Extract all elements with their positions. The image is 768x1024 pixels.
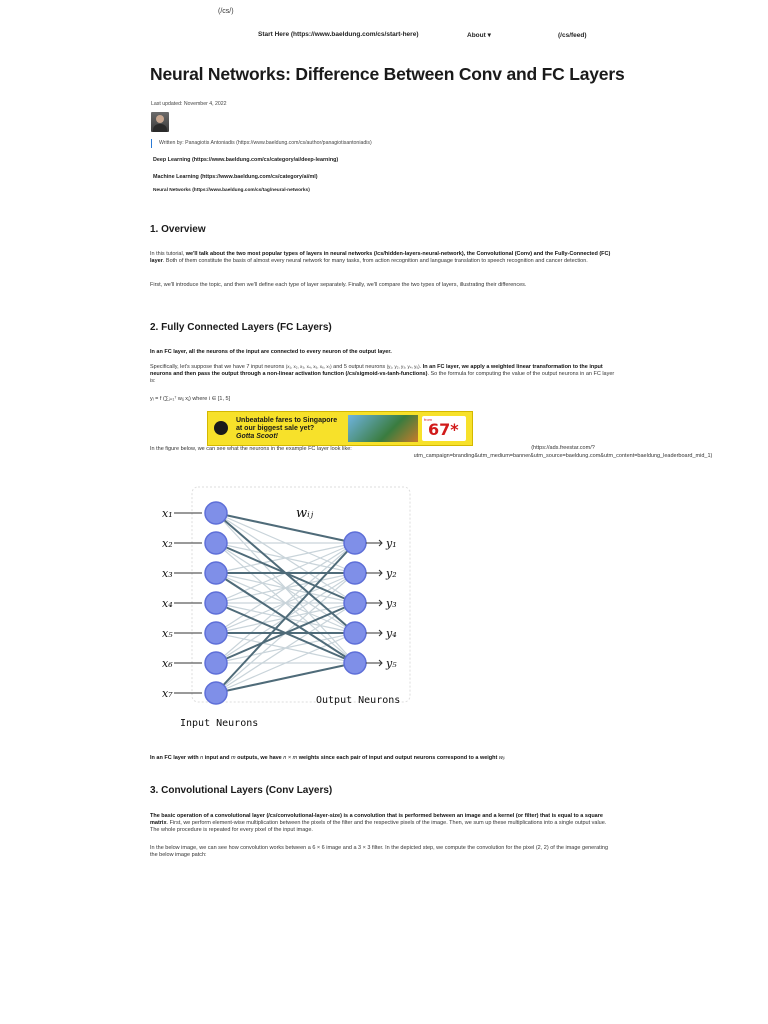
fc-formula: yᵢ = f (∑ⱼ₌₁⁷ wᵢⱼ xⱼ) where i ∈ [1, 5] [150, 396, 231, 402]
connection-line [216, 603, 355, 693]
author-accent-bar [151, 139, 152, 148]
category-machine-learning[interactable]: Machine Learning (https://www.baeldung.com/cs/category/ai/ml) [153, 174, 318, 180]
figure-intro: In the figure below, we can see what the neurons in the example FC layer look like: [150, 446, 352, 452]
overview-heading: 1. Overview [150, 224, 206, 235]
input-label: x₇ [162, 687, 173, 700]
output-neurons-label: Output Neurons [316, 695, 401, 706]
overview-paragraph-2: First, we'll introduce the topic, and then we'll define each type of layer separately. Finally, we'll compare the two types of layers, illustrating their differences. [150, 282, 527, 288]
output-neuron [344, 592, 366, 614]
input-label: x₆ [162, 657, 173, 670]
fc-layer-figure [150, 481, 412, 739]
input-neuron [205, 592, 227, 614]
connection-line [216, 513, 355, 543]
ad-logo-icon [214, 421, 228, 435]
conv-paragraph-1: The basic operation of a convolutional layer (/cs/convolutional-layer-size) is a convolution that is performed between an image and a kernel (or filter) that is equal to a square matrix. First, we perform element-wise multiplication between the pixels of the filter and the respective pixels of the image. Then, we sum up these multiplications into a single output value. The whole procedure is repeated for every pixel of the input image. [150, 813, 607, 834]
fc-activation-link[interactable]: In an FC layer, we apply a weighted linear transformation to the input neurons and then pass the output through a non-linear activation function (/cs/sigmoid-vs-tanh-functions) [150, 364, 603, 378]
ad-text: Unbeatable fares to Singapore at our biggest sale yet? Gotta Scoot! [236, 417, 338, 440]
ad-banner[interactable] [207, 411, 473, 446]
weight-label: wᵢⱼ [296, 506, 314, 521]
ad-price: from 67* [422, 416, 466, 441]
conv-heading: 3. Convolutional Layers (Conv Layers) [150, 785, 333, 796]
input-neuron [205, 532, 227, 554]
input-label: x₁ [162, 507, 173, 520]
page-title: Neural Networks: Difference Between Conv and FC Layers [150, 64, 625, 84]
input-neuron [205, 652, 227, 674]
connection-line [216, 543, 355, 693]
output-neuron [344, 622, 366, 644]
home-link[interactable]: (/cs/) [218, 8, 234, 15]
input-neuron [205, 622, 227, 644]
output-label: y₅ [386, 657, 397, 670]
last-updated: Last updated: November 4, 2022 [151, 101, 227, 107]
overview-paragraph-1: In this tutorial, we'll talk about the two most popular types of layers in neural networks (/cs/hidden-layers-neural-network), the Convolutional (Conv) and the Fully-Connected (FC) layer. Both of them constitute the basis of almost every neural network for many tasks, from action recognition and language translation to speech recognition and cancer detection. [150, 251, 611, 265]
output-label: y₃ [386, 597, 397, 610]
input-label: x₅ [162, 627, 173, 640]
fc-caption: In an FC layer with n input and m outputs, we have n × m weights since each pair of input and output neurons correspond to a weight wᵢⱼ [150, 755, 505, 761]
overview-bold-link[interactable]: we'll talk about the two most popular types of layers in neural networks (/cs/hidden-layers-neural-network), the Convolutional (Conv) and the Fully-Connected (FC) layer [150, 251, 611, 265]
ad-link[interactable]: (https://ads.freestar.com/?utm_campaign=branding&utm_medium=banner&utm_source=baeldung.com&utm_content=baeldung_leaderboard_mid_1) [413, 445, 713, 459]
tag-neural-networks[interactable]: Neural Networks (https://www.baeldung.com/cs/tag/neural-networks) [153, 188, 310, 193]
input-label: x₄ [162, 597, 173, 610]
input-label: x₃ [162, 567, 173, 580]
input-neurons-label: Input Neurons [180, 718, 259, 729]
author-avatar [151, 112, 169, 132]
output-neuron [344, 562, 366, 584]
fc-heading: 2. Fully Connected Layers (FC Layers) [150, 322, 332, 333]
nav-feed[interactable]: (/cs/feed) [558, 32, 587, 39]
output-neuron [344, 532, 366, 554]
output-neuron [344, 652, 366, 674]
ad-image [348, 415, 418, 442]
output-label: y₂ [386, 567, 397, 580]
fc-paragraph: Specifically, let's suppose that we have 7 input neurons (x₁, x₂, x₃, x₄, x₅, x₆, x₇) and 5 output neurons (y₁, y₂, y₃, y₄, y₅). In an FC layer, we apply a weighted linear transformation to the input neurons and then pass the output through a non-linear activation function (/cs/sigmoid-vs-tanh-functions). So the formula for computing the value of the output neurons in an FC layer is: [150, 364, 615, 385]
output-label: y₄ [386, 627, 397, 640]
output-label: y₁ [386, 537, 397, 550]
conv-paragraph-2: In the below image, we can see how convolution works between a 6 × 6 image and a 3 × 3 filter. In the depicted step, we compute the convolution for the pixel (2, 2) of the image generating the below image patch: [150, 845, 609, 859]
nav-about[interactable]: About ▾ [467, 32, 491, 39]
input-neuron [205, 682, 227, 704]
input-label: x₂ [162, 537, 173, 550]
nav-start-here[interactable]: Start Here (https://www.baeldung.com/cs/start-here) [258, 31, 419, 38]
conv-layer-link[interactable]: The basic operation of a convolutional layer (/cs/convolutional-layer-size) is a convolution that is performed between an image and a kernel (or filter) that is equal to a square matrix [150, 813, 603, 827]
input-neuron [205, 502, 227, 524]
connection-line [216, 663, 355, 693]
fc-lead: In an FC layer, all the neurons of the input are connected to every neuron of the output layer. [150, 349, 392, 355]
category-deep-learning[interactable]: Deep Learning (https://www.baeldung.com/cs/category/ai/deep-learning) [153, 157, 339, 163]
input-neuron [205, 562, 227, 584]
author-link[interactable]: Written by: Panagiotis Antoniadis (https://www.baeldung.com/cs/author/panagiotisantoniadis) [159, 140, 372, 146]
